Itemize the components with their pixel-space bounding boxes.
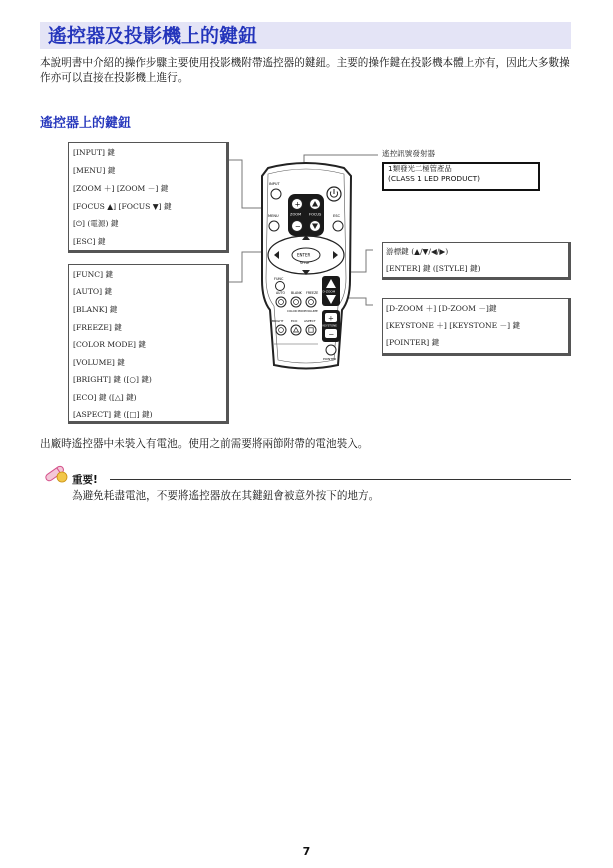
svg-text:+: + <box>294 200 301 209</box>
label-blank-key: [BLANK] 鍵 <box>73 305 118 314</box>
remote-control-illustration <box>254 160 358 372</box>
battery-note: 出廠時遙控器中未裝入有電池。使用之前需要將兩節附帶的電池裝入。 <box>40 438 369 450</box>
page-title: 遙控器及投影機上的鍵鈕 <box>48 25 258 47</box>
label-freeze-key: [FREEZE] 鍵 <box>73 323 122 332</box>
svg-text:AUTO: AUTO <box>276 291 285 295</box>
label-dzoom-keys: [D-ZOOM ＋] [D-ZOOM －]鍵 <box>386 304 497 313</box>
label-box-zoom <box>382 298 571 356</box>
svg-text:+: + <box>328 314 334 323</box>
class1-line1: 1類發光二極管產品 <box>388 164 452 173</box>
label-box-top <box>68 142 229 253</box>
class1-led-box <box>382 162 540 191</box>
remote-label-keystone: KEYSTONE <box>322 323 337 328</box>
label-zoom-keys: [ZOOM ＋] [ZOOM －] 鍵 <box>73 184 169 193</box>
aspect-button[interactable] <box>306 325 316 335</box>
svg-text:−: − <box>328 330 335 339</box>
remote-label-freeze: FREEZE <box>306 291 319 295</box>
remote-label-func: FUNC <box>274 277 284 281</box>
label-auto-key: [AUTO] 鍵 <box>73 287 113 296</box>
remote-label-aspect: ASPECT <box>304 319 316 323</box>
label-func-key: [FUNC] 鍵 <box>73 270 114 279</box>
important-label: 重要! <box>72 474 98 486</box>
page-number: 7 <box>302 845 311 858</box>
label-enter-key: [ENTER] 鍵 ([STYLE] 鍵) <box>386 264 481 273</box>
label-esc-key: [ESC] 鍵 <box>73 237 106 246</box>
bright-button[interactable] <box>276 325 286 335</box>
remote-label-zoom: ZOOM <box>290 212 302 217</box>
label-menu-key: [MENU] 鍵 <box>73 166 116 175</box>
remote-label-bright: BRIGHT <box>272 319 284 323</box>
pointer-button[interactable] <box>326 345 336 355</box>
remote-label-focus: FOCUS <box>309 212 322 217</box>
func-button[interactable] <box>276 282 285 291</box>
freeze-button[interactable] <box>306 297 316 307</box>
remote-label-colormode: COLOR MODE <box>287 309 307 313</box>
remote-label-menu: MENU <box>268 214 279 218</box>
auto-button[interactable] <box>276 297 286 307</box>
label-input-key: [INPUT] 鍵 <box>73 148 116 157</box>
class1-line2: (CLASS 1 LED PRODUCT) <box>388 174 481 183</box>
label-cursor-keys: 游標鍵 (▲/▼/◀/▶) <box>386 247 449 256</box>
remote-label-eco: ECO <box>291 319 298 323</box>
remote-label-style: STYLE <box>300 261 310 265</box>
remote-label-pointer: POINTER <box>323 357 337 361</box>
menu-button[interactable] <box>269 221 279 231</box>
remote-label-volume: VOLUME <box>306 309 318 313</box>
important-icon <box>42 460 72 484</box>
label-eco-key: [ECO] 鍵 ([△] 鍵) <box>73 393 137 402</box>
section-title: 遙控器上的鍵鈕 <box>40 116 132 131</box>
label-aspect-key: [ASPECT] 鍵 ([□] 鍵) <box>73 410 153 419</box>
eco-button[interactable] <box>291 325 301 335</box>
remote-label-blank: BLANK <box>291 291 302 295</box>
label-volume-key: [VOLUME] 鍵 <box>73 358 125 367</box>
blank-button[interactable] <box>291 297 301 307</box>
remote-label-input: INPUT <box>269 182 280 186</box>
important-text: 為避免耗盡電池，不要將遙控器放在其鍵鈕會被意外按下的地方。 <box>72 490 380 502</box>
esc-button[interactable] <box>333 221 343 231</box>
intro-paragraph: 本說明書中介紹的操作步驟主要使用投影機附帶遙控器的鍵鈕。主要的操作鍵在投影機本體上亦有，因此大多數操作亦可以直接在投影機上進行。 <box>40 57 570 84</box>
label-colormode-key: [COLOR MODE] 鍵 <box>73 340 147 349</box>
label-emitter: 遙控訊號發射器 <box>382 149 436 158</box>
svg-text:−: − <box>295 222 301 231</box>
label-power-key: [⏻] (電源) 鍵 <box>73 219 119 228</box>
label-box-bottom <box>68 264 229 424</box>
label-bright-key: [BRIGHT] 鍵 ([○] 鍵) <box>73 375 152 384</box>
label-keystone-keys: [KEYSTONE ＋] [KEYSTONE －] 鍵 <box>386 321 521 330</box>
label-focus-keys: [FOCUS ▲] [FOCUS ▼] 鍵 <box>73 202 172 211</box>
label-box-cursor <box>382 242 571 280</box>
label-pointer-key: [POINTER] 鍵 <box>386 338 440 347</box>
remote-label-esc: ESC <box>333 214 341 218</box>
remote-label-dzoom: D-ZOOM <box>322 289 336 294</box>
important-divider <box>110 479 571 480</box>
input-button[interactable] <box>271 189 281 199</box>
remote-label-enter: ENTER <box>297 252 311 258</box>
